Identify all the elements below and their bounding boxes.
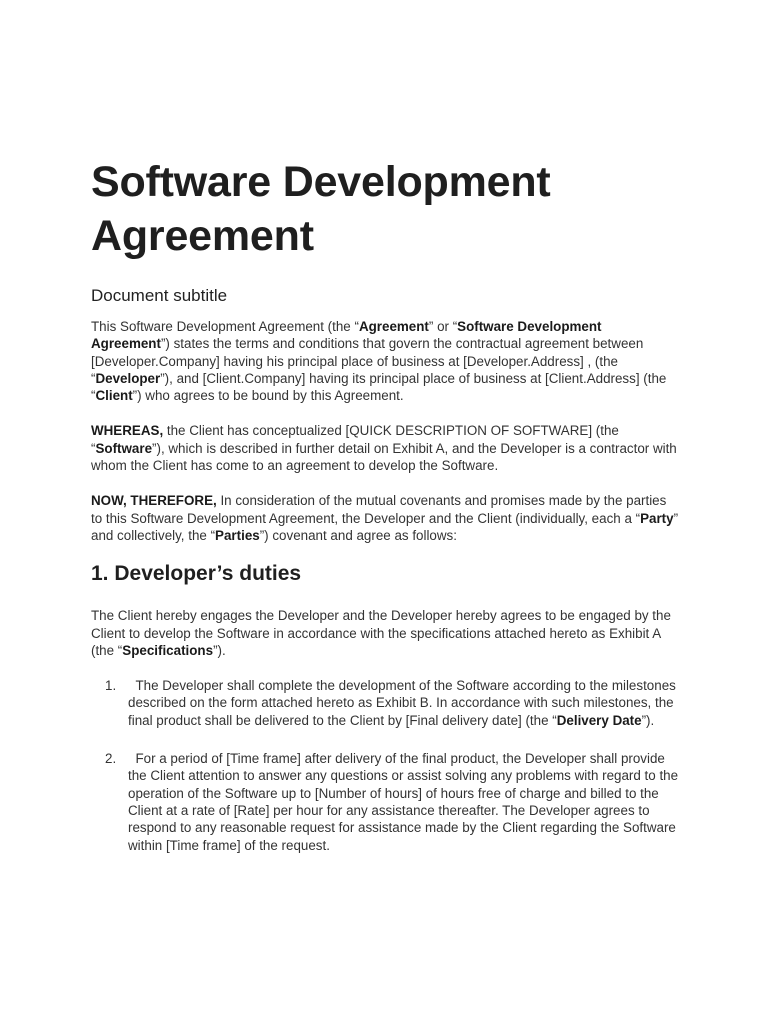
list-item-text <box>128 750 681 854</box>
list-item-text-run: The Developer shall complete the development of the Software according to the milestones described on the form attached hereto as Exhibit B. In accordance with such milestones, the final product shall be delivered to the Client by [Final delivery date] (the “ <box>128 678 676 728</box>
intro-text: ”) who agrees to be bound by this Agreement. <box>132 388 404 404</box>
section-heading: 1. Developer’s duties <box>91 562 302 586</box>
intro-text: ”), and [Client.Company] having its principal place of business at [Client.Address] (the “ <box>91 370 667 404</box>
defined-term: Software Development Agreement <box>91 319 602 352</box>
now-therefore-paragraph <box>91 492 681 544</box>
list-item-text <box>128 677 681 729</box>
intro-text: ” or “ <box>428 319 458 334</box>
section-body-text: ”). <box>213 642 226 658</box>
document-title: Software Development Agreement <box>91 158 551 260</box>
defined-term: Specifications <box>122 642 214 658</box>
document-subtitle: Document subtitle <box>91 286 228 305</box>
section-body-text: The Client hereby engages the Developer and the Developer hereby agrees to be engaged by the Client to develop the Software in accordance with the specifications attached hereto as Exhibit A (the “ <box>91 608 671 658</box>
intro-text: ”) states the terms and conditions that govern the contractual agreement between [Developer.Company] having his principal place of business at [Developer.Address] , (the “ <box>91 336 644 386</box>
defined-term: Delivery Date <box>556 712 642 728</box>
whereas-text: the Client has conceptualized [QUICK DESCRIPTION OF SOFTWARE] (the “ <box>91 423 619 456</box>
list-item-number: 1. <box>105 678 117 694</box>
intro-text: This Software Development Agreement (the “ <box>91 319 359 334</box>
list-item <box>91 750 681 854</box>
defined-term: Party <box>640 510 674 526</box>
list-item-number: 2. <box>105 751 117 767</box>
defined-term: Client <box>95 388 133 404</box>
defined-term: Parties <box>215 527 260 543</box>
duties-list <box>91 677 681 854</box>
list-item-text-run: For a period of [Time frame] after delivery of the final product, the Developer shall provide the Client attention to answer any questions or assist solving any problems with regard to the operation of the Software up to [Number of hours] of hours free of charge and billed to the Client at a rate of [Rate] per hour for any assistance thereafter. The Developer agrees to respond to any reasonable request for assistance made by the Client regarding the Software within [Time frame] of the request. <box>128 751 679 853</box>
defined-term: Software <box>95 440 153 456</box>
intro-paragraph <box>91 318 681 404</box>
section-body-paragraph <box>91 607 681 659</box>
now-therefore-text: ” and collectively, the “ <box>91 510 679 543</box>
defined-term: Developer <box>95 370 161 386</box>
whereas-text: ”), which is described in further detail on Exhibit A, and the Developer is a contractor with whom the Client has come to an agreement to develop the Software. <box>91 440 677 474</box>
now-therefore-text: ”) covenant and agree as follows: <box>259 527 457 543</box>
now-therefore-label: NOW, THEREFORE, <box>91 493 217 509</box>
list-item <box>91 677 681 729</box>
now-therefore-text: In consideration of the mutual covenants and promises made by the parties to this Software Development Agreement, the Developer and the Client (individually, each a “ <box>91 493 667 526</box>
defined-term: Agreement <box>358 319 429 334</box>
document-page <box>91 155 681 854</box>
whereas-label: WHEREAS, <box>91 423 164 439</box>
list-item-text-run: ”). <box>641 712 655 728</box>
whereas-paragraph <box>91 422 681 474</box>
